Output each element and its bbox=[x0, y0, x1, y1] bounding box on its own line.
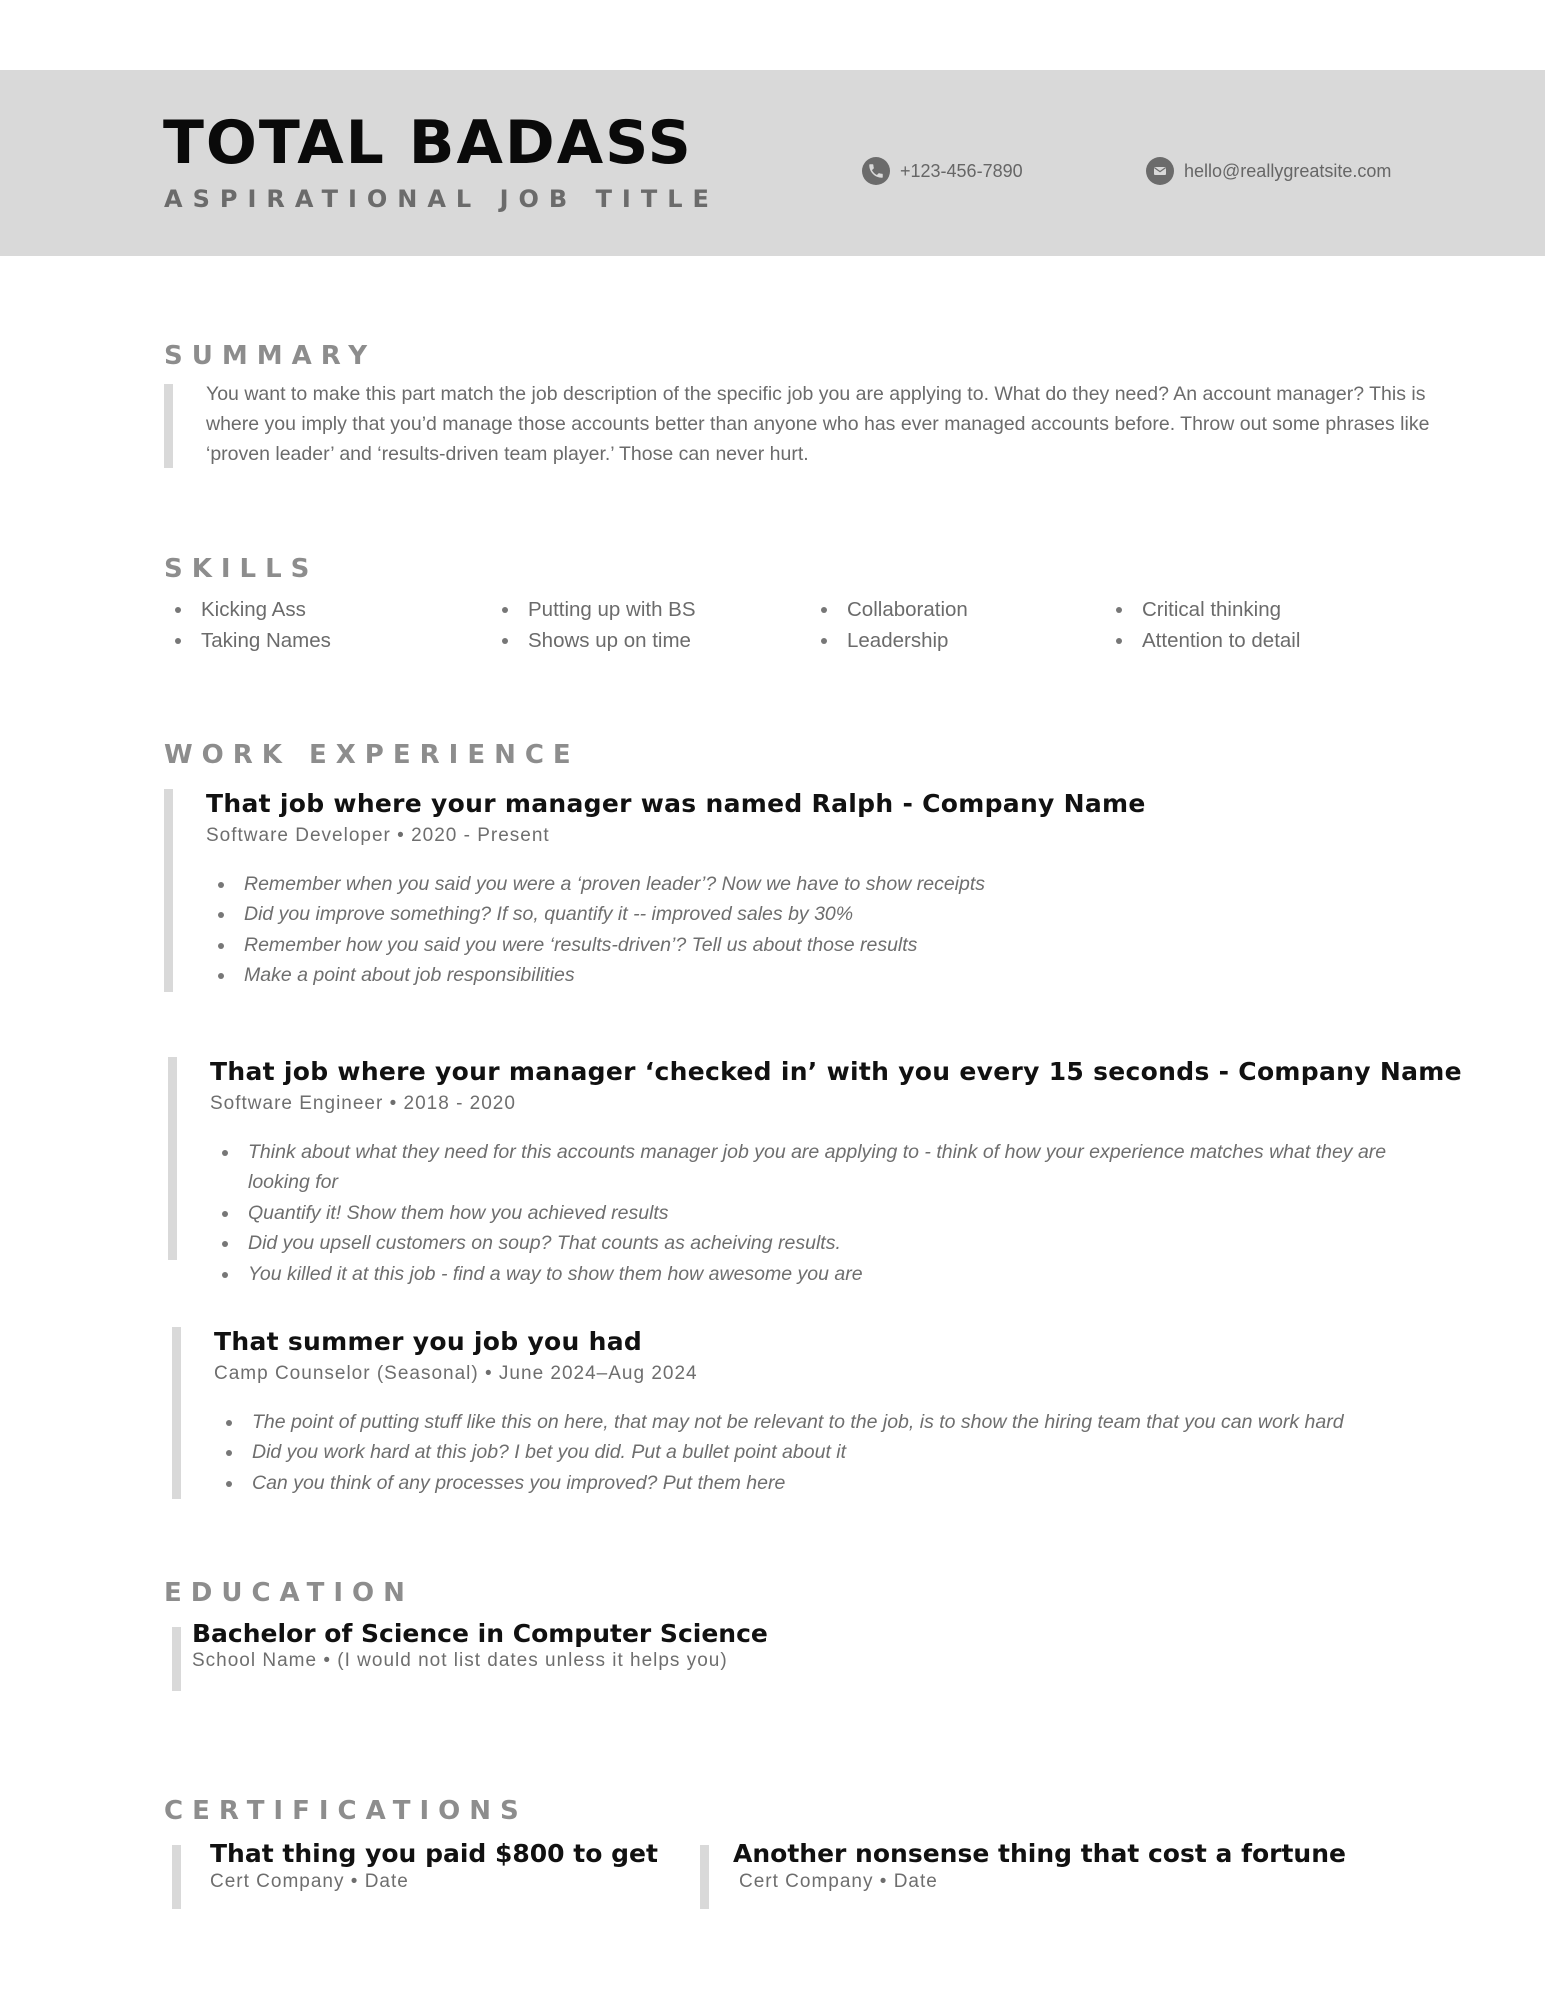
job-bullet: Quantify it! Show them how you achieved results bbox=[222, 1198, 1402, 1228]
candidate-job-title: ASPIRATIONAL JOB TITLE bbox=[164, 185, 719, 213]
job-bullet: Remember how you said you were ‘results-driven’? Tell us about those results bbox=[218, 930, 1146, 960]
summary-text: You want to make this part match the job description of the specific job you are applying to. What do they need? An account manager? This is where you imply that you’d manage those accounts better than anyone who has ever managed accounts before. Throw out some phrases like ‘proven leader’ and ‘results-driven team player.’ Those can never hurt. bbox=[206, 383, 1430, 465]
job-bullets bbox=[222, 1137, 1402, 1289]
candidate-name: TOTAL BADASS bbox=[163, 108, 693, 178]
mail-icon bbox=[1146, 157, 1174, 185]
summary-bar bbox=[164, 384, 173, 468]
skill-item: Attention to detail bbox=[1116, 625, 1300, 656]
job-bullet: Can you think of any processes you improved? Put them here bbox=[226, 1468, 1344, 1498]
job-bullet: Did you work hard at this job? I bet you did. Put a bullet point about it bbox=[226, 1437, 1344, 1467]
job-bar bbox=[172, 1327, 181, 1499]
job-meta: Software Engineer • 2018 - 2020 bbox=[210, 1093, 516, 1114]
job-bullet: The point of putting stuff like this on here, that may not be relevant to the job, is to show the hiring team that you can work hard bbox=[226, 1407, 1344, 1437]
skill-item: Taking Names bbox=[175, 625, 331, 656]
education-heading: EDUCATION bbox=[164, 1578, 414, 1608]
skill-item: Critical thinking bbox=[1116, 594, 1300, 625]
certification-bar bbox=[700, 1845, 709, 1909]
email-address: hello@reallygreatsite.com bbox=[1184, 160, 1392, 181]
certifications-heading: CERTIFICATIONS bbox=[164, 1796, 528, 1826]
job-bar bbox=[164, 789, 173, 992]
skills-column-1 bbox=[175, 594, 331, 656]
job-heading: That job where your manager ‘checked in’ with you every 15 seconds - Company Name bbox=[210, 1057, 1462, 1086]
degree-name: Bachelor of Science in Computer Science bbox=[192, 1619, 768, 1648]
certification-meta: Cert Company • Date bbox=[210, 1871, 409, 1892]
skill-item: Shows up on time bbox=[502, 625, 696, 656]
phone-icon bbox=[862, 157, 890, 185]
skills-column-4 bbox=[1116, 594, 1300, 656]
job-bullet: Did you improve something? If so, quantify it -- improved sales by 30% bbox=[218, 899, 1146, 929]
skills-column-2 bbox=[502, 594, 696, 656]
certification-name: Another nonsense thing that cost a fortune bbox=[733, 1839, 1346, 1868]
job-bullet: Think about what they need for this accounts manager job you are applying to - think of how your experience matches what they are looking for bbox=[222, 1137, 1402, 1198]
certification-bar bbox=[172, 1845, 181, 1909]
phone-number: +123-456-7890 bbox=[900, 160, 1023, 181]
work-experience-heading: WORK EXPERIENCE bbox=[164, 740, 580, 770]
certification-meta: Cert Company • Date bbox=[739, 1871, 938, 1892]
job-bullet: Make a point about job responsibilities bbox=[218, 960, 1146, 990]
skill-item: Collaboration bbox=[821, 594, 968, 625]
job-bar bbox=[168, 1057, 177, 1260]
job-bullets bbox=[218, 869, 1146, 991]
education-meta: School Name • (I would not list dates unless it helps you) bbox=[192, 1650, 728, 1671]
job-bullet: You killed it at this job - find a way to show them how awesome you are bbox=[222, 1259, 1402, 1289]
certification-name: That thing you paid $800 to get bbox=[210, 1839, 658, 1868]
skill-item: Leadership bbox=[821, 625, 968, 656]
job-bullet: Remember when you said you were a ‘proven leader’? Now we have to show receipts bbox=[218, 869, 1146, 899]
skill-item: Kicking Ass bbox=[175, 594, 331, 625]
summary-heading: SUMMARY bbox=[164, 341, 377, 371]
job-bullets bbox=[226, 1407, 1344, 1498]
contact-phone bbox=[862, 156, 1023, 186]
job-entry bbox=[210, 1055, 1462, 1289]
contact-email bbox=[1146, 156, 1391, 186]
skill-item: Putting up with BS bbox=[502, 594, 696, 625]
skills-heading: SKILLS bbox=[164, 554, 319, 584]
job-heading: That job where your manager was named Ralph - Company Name bbox=[206, 789, 1146, 818]
job-bullet: Did you upsell customers on soup? That counts as acheiving results. bbox=[222, 1228, 1402, 1258]
job-meta: Camp Counselor (Seasonal) • June 2024–Aug 2024 bbox=[214, 1363, 698, 1384]
education-bar bbox=[172, 1627, 181, 1691]
skills-column-3 bbox=[821, 594, 968, 656]
job-entry bbox=[214, 1325, 1344, 1498]
job-entry bbox=[206, 787, 1146, 991]
job-heading: That summer you job you had bbox=[214, 1327, 643, 1356]
job-meta: Software Developer • 2020 - Present bbox=[206, 825, 550, 846]
